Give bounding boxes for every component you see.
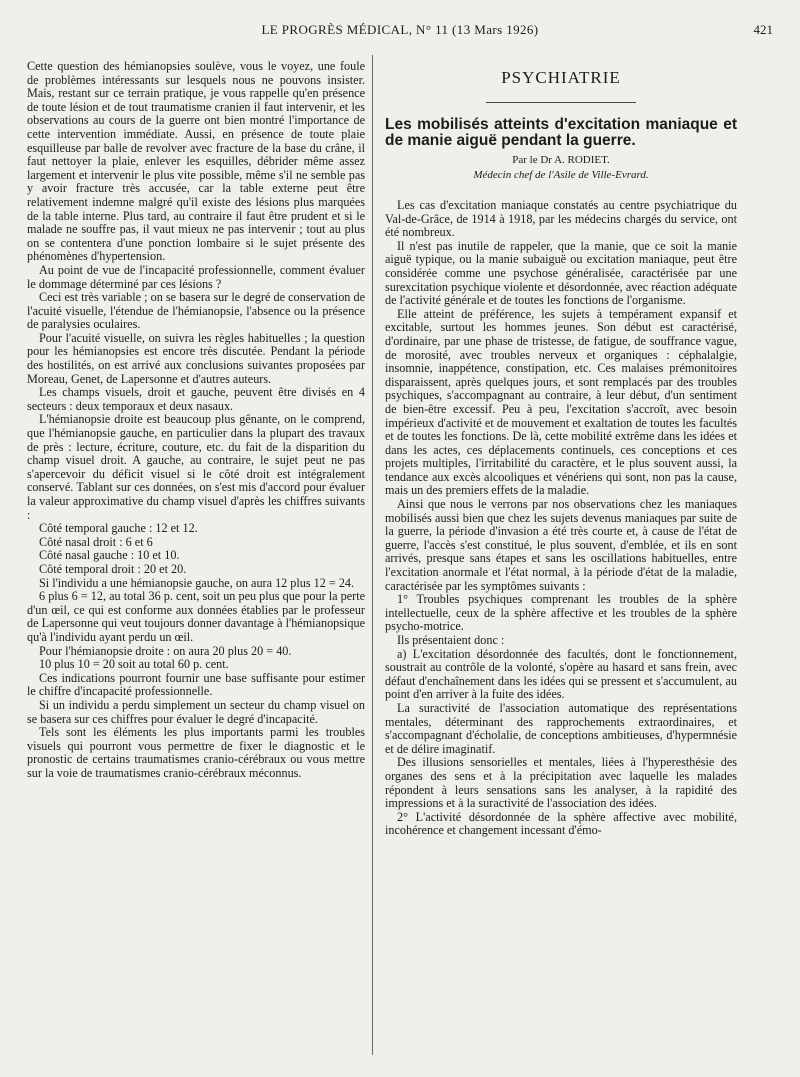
- paragraph: 10 plus 10 = 20 soit au total 60 p. cent.: [39, 657, 229, 672]
- paragraph: Il n'est pas inutile de rappeler, que la manie, que ce soit la manie aiguë typique, ou la manie subaiguë ou excitation maniaque, peut être considérée comme une psychose généralisée, caractérisée par une surexcitation psychique violente et désordonnée, avec réaction adéquate de l'activité générale et de toutes les fonctions de l'organisme.: [385, 238, 737, 308]
- paragraph: Au point de vue de l'incapacité professionnelle, comment évaluer le dommage déterminé par ces lésions ?: [27, 262, 365, 291]
- paragraph: 6 plus 6 = 12, au total 36 p. cent, soit un peu plus que pour la perte d'un œil, ce qui est conforme aux données établies par le professeur de Lapersonne qui veut toujours donner davantage à l'hémianopsique qu'à l'individu ayant perdu un œil.: [27, 589, 365, 644]
- right-column: [385, 60, 737, 838]
- section-rule: [486, 102, 636, 103]
- paragraph: Cette question des hémianopsies soulève, vous le voyez, une foule de problèmes intéressants sur lesquels nous ne pouvons insister. Mais, restant sur ce terrain pratique, je vous rappelle qu'en présence de toute lésion et de tout traumatisme cranien il faut intervenir, et les observations au cours de la guerre ont bien montré l'importance de cette intervention immédiate. Aussi, en présence de toute plaie esquilleuse par balle de revolver avec fracture de la base du crâne, il faut nettoyer la plaie, enlever les esquilles, débrider même assez largement et intervenir le plus vite possible, même s'il ne semble pas y avoir fracture très accusée, car la table externe peut être relativement indemne malgré qu'il existe des lésions plus marquées de la table interne. Plus tard, au contraire il faut être prudent et si le malade ne souffre pas, il vaut mieux ne pas intervenir ; tout au plus on se contentera d'une ponction lombaire si le sujet présente des phénomènes d'hypertension.: [27, 59, 365, 264]
- article-title: Les mobilisés atteints d'excitation maniaque et de manie aiguë pendant la guerre.: [385, 116, 737, 149]
- paragraph: L'hémianopsie droite est beaucoup plus gênante, on le comprend, que l'hémianopsie gauche, en particulier dans la plupart des travaux de près : lecture, écriture, couture, etc. du fait de la disparition du champ visuel droit. A gauche, au contraire, le sujet peut ne pas s'apercevoir du déficit visuel si le côté droit est intégralement conservé. Tablant sur ces données, on s'est mis d'accord pour évaluer la valeur approximative du champ visuel d'après les chiffres suivants :: [27, 412, 365, 522]
- list-item: Côté nasal droit : 6 et 6: [39, 534, 153, 549]
- paragraph: Ceci est très variable ; on se basera sur le degré de conservation de l'acuité visuelle, l'étendue de l'hémianopsie, l'absence ou la présence de paralysies oculaires.: [27, 290, 365, 332]
- paragraph: La suractivité de l'association automatique des représentations mentales, déterminant des rapprochements extraordinaires, et s'accompagnant d'écholalie, de conceptions ambitieuses, d'hypermnésie et de délire imaginatif.: [385, 700, 737, 756]
- journal-title: LE PROGRÈS MÉDICAL, N° 11 (13 Mars 1926): [261, 22, 539, 37]
- author-byline: Par le Dr A. RODIET.: [512, 154, 610, 166]
- paragraph: Ils présentaient donc :: [397, 633, 505, 647]
- paragraph: Des illusions sensorielles et mentales, liées à l'hyperesthésie des organes des sens et à la précipitation avec laquelle les malades répondent à leurs sensations sans les analyser, à la rapidité des impressions et à la suractivité de l'association des idées.: [385, 755, 737, 811]
- paragraph: Pour l'hémianopsie droite : on aura 20 plus 20 = 40.: [39, 643, 292, 658]
- paragraph: a) L'excitation désordonnée des facultés, dont le fonctionnement, soustrait au contrôle de la volonté, s'opère au hasard et sans frein, avec défaut d'enchaînement dans les idées qui se pressent et s'accumulent, au point d'en arriver à la fuite des idées.: [385, 646, 737, 702]
- paragraph: Les cas d'excitation maniaque constatés au centre psychiatrique du Val-de-Grâce, de 1914 à 1918, par les médecins chargés du service, ont été nombreux.: [385, 198, 737, 240]
- author-affiliation: Médecin chef de l'Asile de Ville-Evrard.: [473, 169, 649, 181]
- paragraph: 2° L'activité désordonnée de la sphère affective avec mobilité, incohérence et changement incessant d'émo-: [385, 809, 737, 838]
- page-header: [0, 0, 800, 40]
- paragraph: Si l'individu a une hémianopsie gauche, on aura 12 plus 12 = 24.: [39, 575, 355, 590]
- paragraph: Ainsi que nous le verrons par nos observations chez les maniaques mobilisés aussi bien que chez les sujets devenus maniaques par suite de la guerre, la période d'invasion a été très courte et, à cause de l'état de guerre, l'accès s'est constitué, le plus souvent, d'emblée, et ils en sont arrivés, presque sans étapes et sans les oscillations habituelles, entre l'excitation anormale et l'état normal, à la période d'état de la maladie, caractérisée par les symptômes suivants :: [385, 497, 737, 593]
- section-heading: PSYCHIATRIE: [501, 68, 621, 87]
- paragraph: Ces indications pourront fournir une base suffisante pour estimer le chiffre d'incapacité professionnelle.: [27, 670, 365, 699]
- page-number: 421: [753, 22, 773, 37]
- column-divider: [372, 55, 373, 1055]
- list-item: Côté temporal droit : 20 et 20.: [39, 561, 187, 576]
- paragraph: Tels sont les éléments les plus importants parmi les troubles visuels qui pourront vous permettre de fixer le diagnostic et le pronostic de certains traumatismes cranio-cérébraux ou vous mettre sur la voie de traumatismes cranio-cérébraux méconnus.: [27, 725, 365, 780]
- paragraph: Elle atteint de préférence, les sujets à tempérament expansif et excitable, surtout les hommes jeunes. Son début est caractérisé, d'ordinaire, par une phase de tristesse, de fatigue, de souffrance vague, de morosité, avec troubles nerveux et organiques : céphalalgie, insomnie, inappétence, constipation, etc. Ces malaises prémonitoires disparaissent, après quelques jours, et sont remplacés par des troubles psychiques, s'accompagnant au contraire, à leur début, d'un sentiment de bien-être excessif. Peu à peu, l'excitation s'accroît, avec besoin impérieux d'activité et de mouvement et exaltation de toutes les facultés et de toutes les fonctions. De là, cette mobilité extrême dans les idées et dans les actes, ces déplacements continuels, ces conceptions et ces projets multiples, l'irritabilité du caractère, et le plus souvent aussi, la tendance aux excès alcooliques et vénériens qui sont, non pas la cause, mais un des premiers effets de la maladie.: [385, 306, 737, 498]
- list-item: Côté temporal gauche : 12 et 12.: [39, 521, 198, 536]
- list-item: Côté nasal gauche : 10 et 10.: [39, 548, 180, 563]
- paragraph: Les champs visuels, droit et gauche, peuvent être divisés en 4 secteurs : deux temporaux et deux nasaux.: [27, 385, 365, 413]
- left-column: [27, 60, 365, 780]
- paragraph: Si un individu a perdu simplement un secteur du champ visuel on se basera sur ces chiffres pour évaluer le degré d'incapacité.: [27, 697, 365, 726]
- paragraph: 1° Troubles psychiques comprenant les troubles de la sphère intellectuelle, ceux de la sphère affective et les troubles de la sphère psycho-motrice.: [385, 592, 737, 634]
- paragraph: Pour l'acuité visuelle, on suivra les règles habituelles ; la question pour les hémianopsies est encore très discutée. Pendant la période des hostilités, on est arrivé aux conclusions suivantes proposées par Moreau, Genet, de Lapersonne et d'autres auteurs.: [27, 330, 365, 386]
